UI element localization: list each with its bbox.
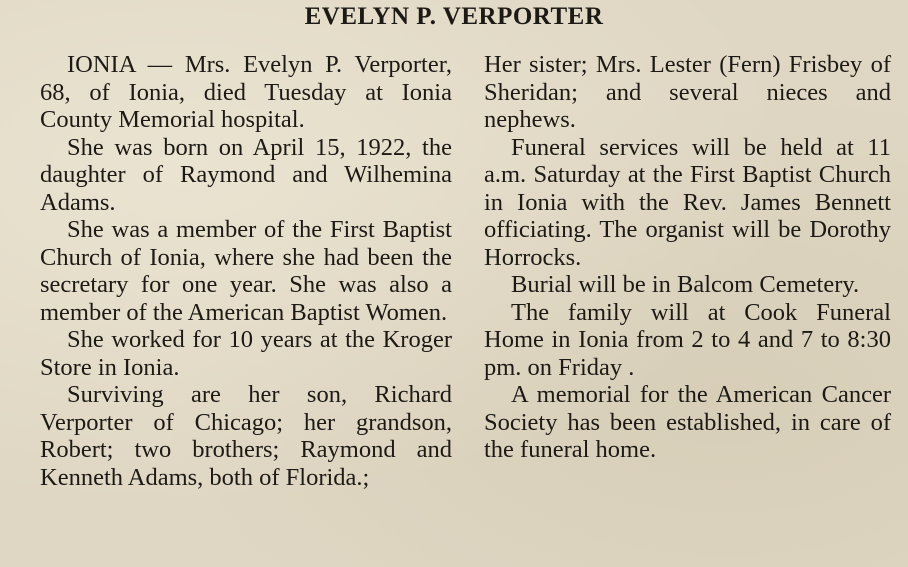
paragraph-death-notice: IONIA — Mrs. Evelyn P. Verporter, 68, of Ionia, died Tuesday at Ionia County Memorial hospital.: [40, 51, 452, 133]
obituary-headline: EVELYN P. VERPORTER: [304, 3, 604, 30]
paragraph-birth: She was born on April 15, 1922, the daughter of Raymond and Wilhemina Adams.: [40, 133, 452, 216]
paragraph-survivors-continued: Her sister; Mrs. Lester (Fern) Frisbey of Sheridan; and several nieces and nephews.: [484, 51, 891, 133]
paragraph-visitation: The family will at Cook Funeral Home in Ionia from 2 to 4 and 7 to 8:30 pm. on Friday .: [484, 298, 891, 381]
paragraph-burial: Burial will be in Balcom Cemetery.: [511, 271, 860, 298]
paragraph-funeral-services: Funeral services will be held at 11 a.m. Saturday at the First Baptist Church in Ionia with the Rev. James Bennett officiating. The organist will be Dorothy Horrocks.: [484, 133, 891, 271]
paragraph-work: She worked for 10 years at the Kroger Store in Ionia.: [40, 326, 452, 381]
paragraph-survivors: Surviving are her son, Richard Verporter of Chicago; her grandson, Robert; two brothers; Raymond and Kenneth Adams, both of Florida.;: [40, 381, 452, 491]
left-column: [40, 51, 452, 491]
paragraph-church: She was a member of the First Baptist Church of Ionia, where she had been the secretary for one year. She was also a member of the American Baptist Women.: [40, 216, 452, 326]
paragraph-memorial: A memorial for the American Cancer Society has been established, in care of the funeral home.: [484, 381, 891, 463]
right-column: [484, 51, 891, 464]
